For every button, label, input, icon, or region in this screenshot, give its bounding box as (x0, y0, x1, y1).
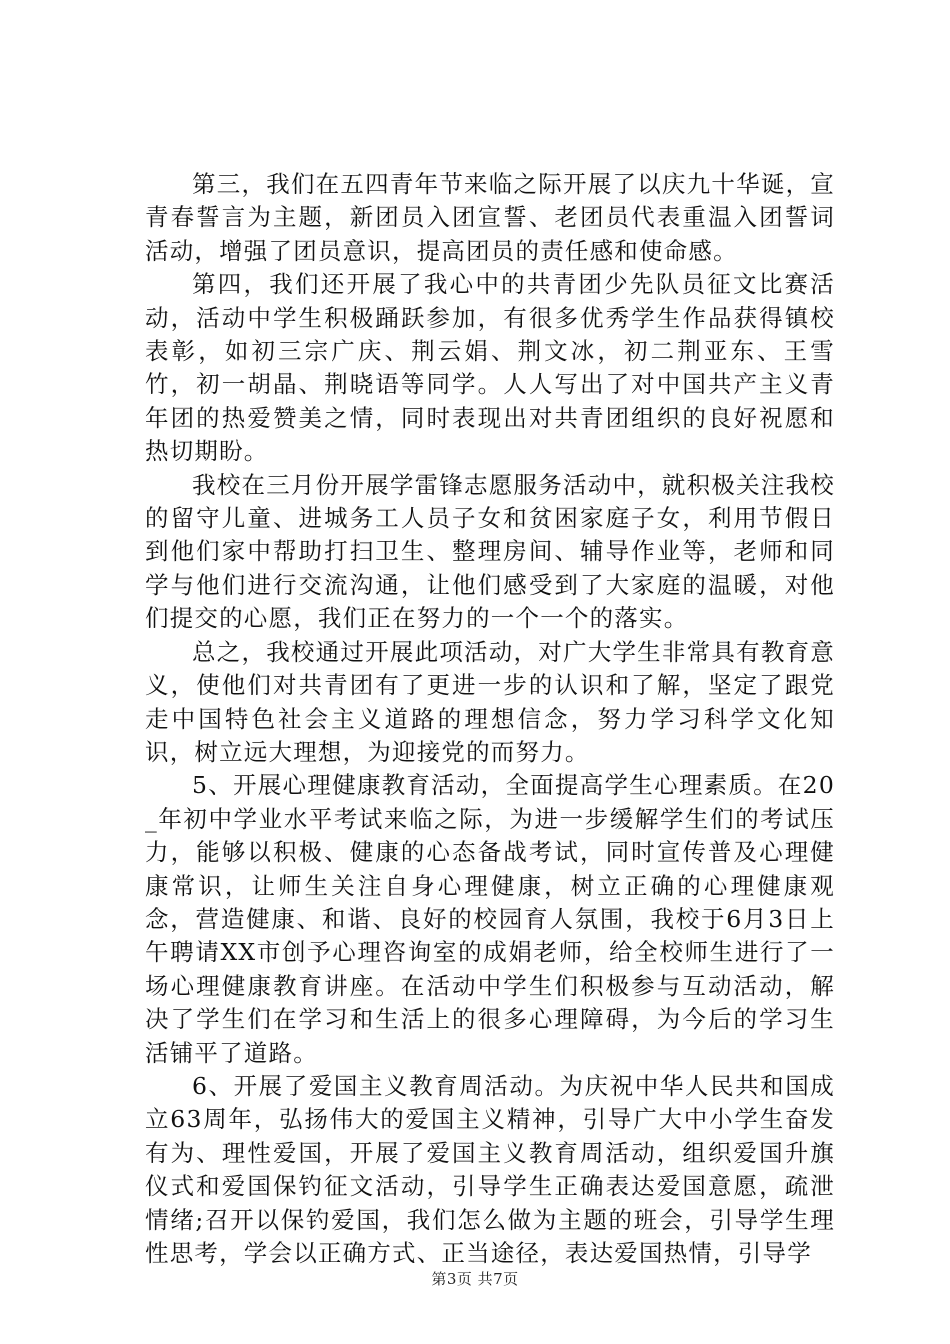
paragraph-fourth-activity: 第四，我们还开展了我心中的共青团少先队员征文比赛活动，活动中学生积极踊跃参加，有很多优秀学生作品获得镇校表彰，如初三宗广庆、荆云娟、荆文冰，初二荆亚东、王雪竹，初一胡晶、荆晓语等同学。人人写出了对中国共产主义青年团的热爱赞美之情，同时表现出对共青团组织的良好祝愿和热切期盼。 (145, 270, 835, 466)
paragraph-third-activity: 第三，我们在五四青年节来临之际开展了以庆九十华诞，宣青春誓言为主题，新团员入团宣誓、老团员代表重温入团誓词活动，增强了团员意识，提高团员的责任感和使命感。 (145, 170, 835, 265)
document-body (145, 168, 835, 1270)
paragraph-patriotic-education: 6、开展了爱国主义教育周活动。为庆祝中华人民共和国成立63周年，弘扬伟大的爱国主义精神，引导广大中小学生奋发有为、理性爱国，开展了爱国主义教育周活动，组织爱国升旗仪式和爱国保钓征文活动，引导学生正确表达爱国意愿，疏泄情绪;召开以保钓爱国，我们怎么做为主题的班会，引导学生理性思考，学会以正确方式、正当途径，表达爱国热情，引导学 (145, 1071, 835, 1267)
paragraph-mental-health: 5、开展心理健康教育活动，全面提高学生心理素质。在20_年初中学业水平考试来临之际，为进一步缓解学生们的考试压力，能够以积极、健康的心态备战考试，同时宣传普及心理健康常识，让师生关注自身心理健康，树立正确的心理健康观念，营造健康、和谐、良好的校园育人氛围，我校于6月3日上午聘请XX市创予心理咨询室的成娟老师，给全校师生进行了一场心理健康教育讲座。在活动中学生们积极参与互动活动，解决了学生们在学习和生活上的很多心理障碍，为今后的学习生活铺平了道路。 (145, 771, 835, 1067)
paragraph-summary: 总之，我校通过开展此项活动，对广大学生非常具有教育意义，使他们对共青团有了更进一步的认识和了解，坚定了跟党走中国特色社会主义道路的理想信念，努力学习科学文化知识，树立远大理想，为迎接党的而努力。 (145, 637, 835, 766)
paragraph-volunteer-service: 我校在三月份开展学雷锋志愿服务活动中，就积极关注我校的留守儿童、进城务工人员子女和贫困家庭子女，利用节假日到他们家中帮助打扫卫生、整理房间、辅导作业等，老师和同学与他们进行交流沟通，让他们感受到了大家庭的温暖，对他们提交的心愿，我们正在努力的一个一个的落实。 (145, 470, 835, 633)
page-number-footer: 第3页 共7页 (431, 1270, 519, 1288)
